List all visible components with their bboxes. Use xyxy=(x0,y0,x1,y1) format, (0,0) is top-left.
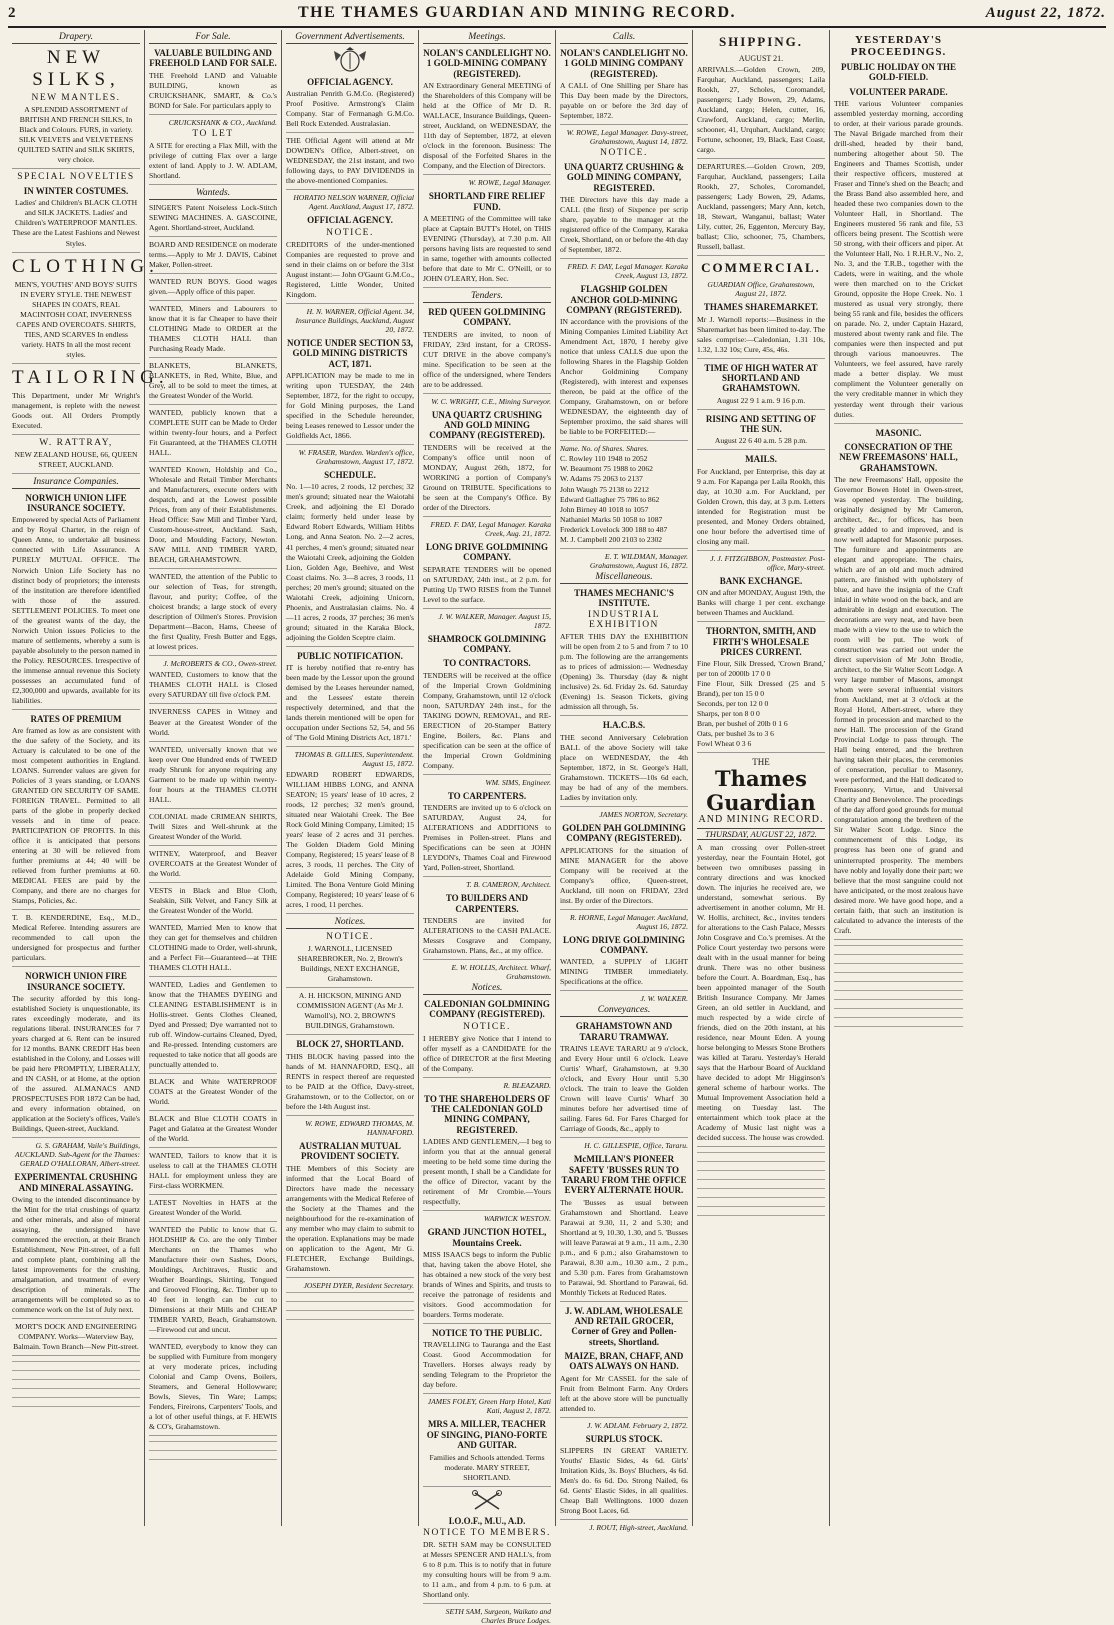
column-2 xyxy=(145,30,282,1526)
norton-signature: JAMES NORTON, Secretary. xyxy=(599,809,688,819)
section-header-miscellaneous: Miscellaneous. xyxy=(560,572,688,584)
ioof-notice: NOTICE TO MEMBERS. xyxy=(423,1527,551,1538)
text-filler xyxy=(697,1150,825,1155)
official-agency-title-2: OFFICIAL AGENCY. xyxy=(307,215,393,226)
section-header-wanteds: Wanteds. xyxy=(149,188,277,200)
institute-title: THAMES MECHANIC'S INSTITUTE. xyxy=(574,587,674,608)
price-row: Sharps, per ton 8 0 0 xyxy=(697,709,760,719)
rattray-address: NEW ZEALAND HOUSE, 66, QUEEN STREET, AUCKLAND. xyxy=(12,450,140,474)
morts-dock-signature: MORT'S DOCK AND ENGINEERING COMPANY. Works—Waterview Bay, Balmain. Town Branch—New Pitt-street. xyxy=(12,1322,140,1356)
price-row: Fine Flour, Silk Dressed, 'Crown Brand,' per ton of 2000lb 17 0 0 xyxy=(697,659,825,679)
forfeit-row: John Birney 40 1018 to 1057 xyxy=(560,504,649,514)
rout-signature: J. ROUT, High-street, Auckland. xyxy=(589,1523,688,1533)
una-call-body: THE Directors have this day made a CALL (the first) of Sixpence per scrip share, payable to the manager at the registered office of the Company, Karaka Creek, Shortland, on or before the 4th day of September, 1872. xyxy=(560,195,688,259)
fire-relief-body: A MEETING of the Committee will take place at Captain BUTT's Hotel, on THIS EVENING (Thursday), at 7.30 p.m. All persons having lists are requested to send in same, together with amounts collected before that date to Mr C. O'Neill, or to JOHN O'LEARY, Hon. Sec. xyxy=(423,214,551,288)
medical-referee: T. B. KENDERDINE, Esq., M.D., Medical Referee. Intending assurers are recommended to call upon the undersigned for prospectus and further particulars. xyxy=(12,913,140,967)
slippers-body: SLIPPERS IN GREAT VARIETY. Youths' Elastic Sides, 4s 6d. Girls' Imitation Kids, 3s. Boys' Bluchers, 4s 6d. Men's do. 6s 6d. Do. Strong Nailed, 6s 6d. Gents' Elastic Sides, in all qualities. Cheap Ball Wellingtons. 1000 dozen Strong Boot Laces, 6d. xyxy=(560,1446,688,1520)
timber-ad: WANTED Known, Holdship and Co., Wholesale and Retail Timber Merchants and Manufacturers, execute orders with despatch, and at the Lowest possible Prices, from any of their Establishments. Head Office: Saw Mill and Timber Yard, Custom-house-street, Auckland. Sash, Door, and Moulding Factory, Newton. SAW MILL AND TIMBER YARD, BEACH, GRAHAMSTOWN. xyxy=(149,465,277,569)
grand-junction-body: MISS ISAACS begs to inform the Public that, having taken the above Hotel, she has obtained a new stock of the very best brands of Wines and Spirits, and trusts to receive the patronage of residents and visitors. Good accommodation for boarders. Terms moderate. xyxy=(423,1250,551,1324)
blankets-ad: BLANKETS, BLANKETS, BLANKETS, in Red, White, Blue, and Grey, all to be sold to meet the times, at the Greatest Wonder of the World. xyxy=(149,361,277,405)
premium-title: RATES OF PREMIUM xyxy=(30,713,122,724)
text-filler xyxy=(697,1195,825,1200)
consecration-title: CONSECRATION OF THE NEW FREEMASONS' HALL, GRAHAMSTOWN. xyxy=(839,441,958,473)
notice-public-body: TRAVELLING to Tauranga and the East Coast. Good Accommodation for Travellers. Horses always ready by sending Telegram to the Proprietor the day before. xyxy=(423,1340,551,1394)
forfeit-table-header: Name. No. of Shares. Shares. xyxy=(560,444,649,454)
text-filler xyxy=(834,997,963,1002)
column-6 xyxy=(693,30,830,1526)
surplus-title: SURPLUS STOCK. xyxy=(585,1433,663,1444)
una-tender-title: UNA QUARTZ CRUSHING AND GOLD MINING COMPANY (REGISTERED). xyxy=(429,409,545,441)
builders-body: TENDERS are invited for ALTERATIONS to the CASH PALACE. Messrs Cosgrave and Company, Grahamstown. Plans, &c., at my office. xyxy=(423,916,551,960)
hickson-body: A. H. HICKSON, MINING AND COMMISSION AGENT (As Mr J. Warnoll's), NO. 2, BROWN'S BUILDINGS, Grahamstown. xyxy=(286,991,414,1035)
sale-body: THE Freehold LAND and Valuable BUILDING, known as CRUICKSHANK, SMART, & Co.'s BOND for Sale. For particulars apply to xyxy=(149,71,277,115)
text-filler xyxy=(697,1204,825,1209)
leases-list: EDWARD ROBERT EDWARDS, WILLIAM HIBBS LONG, and ANNA SEATON; 15 years' lease of 10 acres, 2 roods, 12 perches; 32 men's ground, situated near Waiotahi Creek. The Bee Rock Gold Mining Company, Limited; 15 years' lease of 2 acres and 31 perches. The Golden Diadem Gold Mining Company, Registered; 15 years' lease of 8 acres, 3 roods, 11 perches. The City of Adelaide Gold Mining Company, Limited. The Bona Venture Gold Mining Company, Registered; 10 years' lease of 6 acres, 1 rood, 11 perches. xyxy=(286,770,414,914)
forfeit-row: W. Beaumont 75 1988 to 2062 xyxy=(560,464,653,474)
bleazard-signature: R. BLEAZARD. xyxy=(503,1080,551,1090)
contractors-title: TO CONTRACTORS. xyxy=(443,658,531,669)
builders-title: TO BUILDERS AND CARPENTERS. xyxy=(445,893,529,914)
forfeit-row: Frederick Lovelock 300 188 to 487 xyxy=(560,524,668,534)
blue-cloth-ad: BLACK and Blue CLOTH COATS in Paget and Galatea at the Greatest Wonder of the World. xyxy=(149,1114,277,1148)
miller-title: MRS A. MILLER, TEACHER OF SINGING, PIANO-FORTE AND GUITAR. xyxy=(426,1419,548,1451)
horne-signature: R. HORNE, Legal Manager. Auckland, August 16, 1872. xyxy=(570,912,688,931)
issue-date: August 22, 1872. xyxy=(985,5,1106,21)
price-row: Fowl Wheat 0 3 6 xyxy=(697,739,752,749)
golden-pah-title: GOLDEN PAH GOLDMINING COMPANY (REGISTERED). xyxy=(562,822,686,844)
text-filler xyxy=(12,1395,140,1400)
forfeit-table xyxy=(560,444,688,548)
mails-body: For Auckland, per Enterprise, this day at 9 a.m. For Kapanga per Laila Rookh, this day, at 10.30 a.m. For Auckland, per Golden Crown, this day, at 3 p.m. Letters intended for Registration must be presented, and Money Orders obtained, one hour before the advertised time of closing any mail. xyxy=(697,467,825,551)
arrivals-body: ARRIVALS.—Golden Crown, 209, Farquhar, Auckland, passengers; Laila Rookh, 27, Scholes, Coromandel, passengers; Lady Bowen, 29, Adams, Auckland, cargo; Helen, cutter, 16, Crawford, Auckland, cargo; Merlin, schooner, 41, Urquhart, Auckland, cargo; Fortune, schooner, 19, Black, East Coast, cargo. xyxy=(697,65,825,159)
norwich-fire-body: The security afforded by this long-established Society is unquestionable, its rates exceedingly moderate, and its regulations liberal. INSURANCES for 7 years charged at 6. Rent can be insured for 12 months. BANK CREDIT Has been established in the Colony, and Losses will be paid here PROMPTLY, LIBERALLY, and IN CASH, or at Home, at the option of the assured. ALMANACS AND PROSPECTUSES FOR 1872 Can be had, and every information obtained, on application at the Society's offices, Vaile's Buildings, Queen-street, Auckland. xyxy=(12,994,140,1138)
silks-headline: NEW SILKS, xyxy=(32,47,120,90)
section-header-for-sale: For Sale. xyxy=(149,32,277,44)
nolans-meeting-body: AN Extraordinary General MEETING of the Shareholders of this Company will be held at the Office of Mr D. R. WALLACE, Insurance Buildings, Queen-street, Auckland, on WEDNESDAY, the 11th day of September, 1872, at eleven o'clock in the forenoon. Business: The disposal of the Forfeited Shares in the Company, and the Election of Directors. xyxy=(423,81,551,175)
text-filler xyxy=(12,1359,140,1364)
foley-signature: JAMES FOLEY, Green Harp Hotel, Kati Kati, August 2, 1872. xyxy=(427,1397,551,1416)
text-filler xyxy=(286,1299,414,1304)
mcroberts-signature: J. McROBERTS & CO., Owen-street. xyxy=(163,659,277,669)
column-4 xyxy=(419,30,556,1625)
flagship-body: IN accordance with the provisions of the Mining Companies Limited Liability Act Amendment Act, 1870, I hereby give notice that unless CALLS due upon the following Shares in the Flagship Golden Anchor Goldmining Company (Registered), with interest and expenses thereon, be paid at the office of the Company, Grahamstown, on or before WEDNESDAY, the eighteenth day of September proximo, the said shares will be liable to be FORFEITED:— xyxy=(560,317,688,441)
dyeing-ad: WANTED, Ladies and Gentlemen to know that the THAMES DYEING and CLEANING ESTABLISHMENT is in Hollis-street. Gents Clothes Cleaned, Dyed and Pressed; Dye warranted not to rub off. Window-curtains Cleaned, Dyed, and Re-pressed. Intending customers are requested to take notice that all goods are punctually attended to. xyxy=(149,980,277,1074)
notice-title: NOTICE. xyxy=(326,227,374,238)
sun-row: August 22 6 40 a.m. 5 28 p.m. xyxy=(697,436,825,450)
text-filler xyxy=(697,1168,825,1173)
mantles-subhead: NEW MANTLES. xyxy=(31,93,121,103)
section-header-government: Government Advertisements. xyxy=(286,32,414,44)
price-row: Oats, per bushel 3s to 3 6 xyxy=(697,729,774,739)
nameplate-the: THE xyxy=(752,757,770,768)
una-call-title: UNA QUARTZ CRUSHING & GOLD MINING COMPANY, REGISTERED. xyxy=(564,162,684,193)
ioof-body: DR. SETH SAM may be CONSULTED at Messrs SPENCER AND HALL's, from 6 to 8 p.m. This is to notify that in future my consulting hours will be from 9 a.m. to 11 a.m., and from 4 p.m. to 6 p.m. at Shortland only. xyxy=(423,1540,551,1604)
warnoll-notice-title: NOTICE. xyxy=(326,932,374,943)
waterproof-ad: BLACK and White WATERPROOF COATS at the Greatest Wonder of the World. xyxy=(149,1077,277,1111)
rowe-signature: W. ROWE, Legal Manager. xyxy=(468,178,551,188)
holiday-title: PUBLIC HOLIDAY ON THE GOLD-FIELD. xyxy=(841,62,956,83)
masthead xyxy=(8,4,1106,28)
nolans-meeting-title: NOLAN'S CANDLELIGHT NO. 1 GOLD-MINING COMPANY (REGISTERED). xyxy=(423,48,551,79)
public-notification-body: IT is hereby notified that re-entry has been made by the Lessor upon the ground demised by the Leases hereunder named, and the Lessees' estate therein respectively determined, and that the lands therein mentioned will be open for occupation under Sections 52, 54, and 56 of 'The Gold Mining Districts Act, 1871.' xyxy=(286,663,414,747)
candlelight-call-title: NOLAN'S CANDLELIGHT NO. 1 GOLD MINING COMPANY (REGISTERED). xyxy=(560,48,688,79)
departures-body: DEPARTURES.—Golden Crown, 209, Farquhar, Auckland, passengers; Laila Rookh, 27, Scholes, Coromandel, passengers; Lady Bowen, 29, Adams, Auckland, passengers; Mary Ann, ketch, 18, Stewart, Wanganui, ballast; Water Lily, cutter, 26, Eggenton, Mercury Bay, ballast; Clio, schooner, 75, Chambers, Russell, ballast. xyxy=(697,162,825,256)
warnoll-body: J. WARNOLL, LICENSED SHAREBROKER, No. 2, Brown's Buildings, NEXT EXCHANGE, Grahamstown. xyxy=(286,944,414,988)
schedule-title: SCHEDULE. xyxy=(324,470,376,481)
norwich-life-body: Empowered by special Acts of Parliament and by Royal Charter, in the reign of Queen Anne, to undertake all business connected with Life Assurance. A PURELY MUTUAL OFFICE. The Norwich Union Life Society has no distinct body of proprietors; the interests of the institution are therefore identified with those of the assured. SETTLEMENT POLICIES. To meet one of the greatest wants of the day, the Norwich Union issues Policies to the mature of settlements, whereby a sum is payable absolutely to the person named in the Policy. RESOURCES. Irrespective of the immense annual revenue this Society possesses an accumulated fund of £2,300,000 and upwards, available for its liabilities. xyxy=(12,515,140,709)
tailoring-headline: TAILORING. xyxy=(12,366,169,388)
shareholders-body: LADIES AND GENTLEMEN,—I beg to inform you that at the annual general meeting to be held some time during the present month, I shall be a Candidate for the office of Director, vacant by the retirement of Mr Crombie.—Yours respectfully, xyxy=(423,1137,551,1211)
prices-table xyxy=(697,659,825,753)
forfeit-row: John Waugh 75 2138 to 2212 xyxy=(560,484,649,494)
caledonian-body: I HEREBY give Notice that I intend to offer myself as a CANDIDATE for the office of DIRECTOR at the first Meeting of the Company. xyxy=(423,1034,551,1078)
text-filler xyxy=(697,1159,825,1164)
column-5 xyxy=(556,30,693,1533)
creditors-body: CREDITORS of the under-mentioned Companies are requested to prove and send in their claims on or before the 31st August instant:— John O'Gaunt G.M.Co., Registered, Little Wonder, United Kingdom. xyxy=(286,240,414,304)
price-row: Seconds, per ton 12 0 0 xyxy=(697,699,769,709)
norwich-fire-title: NORWICH UNION FIRE INSURANCE SOCIETY. xyxy=(25,971,127,992)
gillies-signature: THOMAS B. GILLIES, Superintendent. August 15, 1872. xyxy=(294,750,414,769)
leader-date: THURSDAY, AUGUST 22, 1872. xyxy=(697,828,825,840)
crimean-ad: COLONIAL made CRIMEAN SHIRTS, Twill Sizes and Well-shrunk at the Greatest Wonder of the World. xyxy=(149,812,277,846)
miller-body: Families and Schools attended. Terms moderate. MARY STREET, SHORTLAND. xyxy=(423,1453,551,1487)
text-filler xyxy=(149,1448,277,1453)
fitzgibbon-signature: J. J. FITZGIBBON, Postmaster. Post-office, Mary-street. xyxy=(710,553,825,572)
volunteer-title: VOLUNTEER PARADE. xyxy=(849,86,948,97)
text-filler xyxy=(286,1317,414,1322)
text-filler xyxy=(697,1186,825,1191)
sam-signature: SETH SAM, Surgeon, Waikato and Charles Bruce Lodges. xyxy=(445,1607,551,1625)
flagship-title: FLAGSHIP GOLDEN ANCHOR GOLD-MINING COMPANY (REGISTERED). xyxy=(566,284,682,315)
agency-list: Australian Penrith G.M.Co. (Registered) Proof Positive. Armstrong's Claim Company. Star of Fermanagh G.M.Co. Bell Rock Extended. Australasian. xyxy=(286,89,414,133)
masonic-title: MASONIC. xyxy=(875,427,922,438)
novelties-subtitle: IN WINTER COSTUMES. xyxy=(23,186,129,197)
text-filler xyxy=(697,1177,825,1182)
maize-body: Agent for Mr CASSEL for the sale of Fruit from Belmont Farm. Any Orders left at the above store will be punctually attended to. xyxy=(560,1374,688,1418)
married-men-ad: WANTED, Married Men to know that they can get for themselves and children CLOTHING made to Order, well-shrunk, and a Perfect Fit—Guaranteed—at THE THAMES CLOTH HALL. xyxy=(149,923,277,977)
mails-title: MAILS. xyxy=(745,454,777,465)
shamrock-title: SHAMROCK GOLDMINING COMPANY. xyxy=(427,633,547,654)
high-water-row: August 22 9 1 a.m. 9 16 p.m. xyxy=(697,396,825,410)
columns xyxy=(8,30,1106,1625)
red-queen-body: TENDERS are invited, to noon of FRIDAY, 23rd instant, for a CROSS-CUT DRIVE in the above company's mine. Specification to be seen at the office of the undersigned, where Tenders are to be addressed. xyxy=(423,330,551,394)
nameplate-subtitle: AND MINING RECORD. xyxy=(698,813,824,825)
dyer-signature: JOSEPH DYER, Resident Secretary. xyxy=(303,1280,414,1290)
fire-relief-title: SHORTLAND FIRE RELIEF FUND. xyxy=(428,191,546,212)
text-filler xyxy=(834,943,963,948)
graham-signature: G. S. GRAHAM, Vaile's Buildings, AUCKLAND. Sub-Agent for the Thames: GERALD O'HALLORAN, Albert-street. xyxy=(14,1141,140,1169)
hacbs-body: THE second Anniversary Celebration BALL of the above Society will take place on WEDNESDAY, the 4th September, 1872, in St. George's Hall, Grahamstown. TICKETS—10s 6d each, may be had of any of the members. Ladies by invitation only. xyxy=(560,733,688,807)
wildman-signature: E. T. WILDMAN, Manager. Grahamstown, August 16, 1872. xyxy=(589,551,688,570)
candlelight-call-body: A CALL of One Shilling per Share has This Day been made by the Directors, payable on or before the 3rd day of September, 1872. xyxy=(560,81,688,125)
long-drive-timber-body: WANTED, a SUPPLY of LIGHT MINING TIMBER immediately. Specifications at the office. xyxy=(560,957,688,991)
wright-signature: W. C. WRIGHT, C.E., Mining Surveyor. xyxy=(431,396,551,406)
text-filler xyxy=(834,1015,963,1020)
to-let-title: TO LET xyxy=(192,128,234,139)
walker-timber-signature: J. W. WALKER. xyxy=(640,994,688,1004)
text-filler xyxy=(834,979,963,984)
text-filler xyxy=(12,1386,140,1391)
forfeit-row: M. J. Campbell 200 2103 to 2302 xyxy=(560,534,663,544)
mcmillan-title: McMILLAN'S PIONEER SAFETY 'BUSSES RUN TO TARARU FROM THE OFFICE EVERY ALTERNATE HOUR. xyxy=(561,1154,687,1196)
tweed-ad: WANTED, universally known that we keep over One Hundred ends of TWEED ready Shrunk for anyone requiring any Garment to be made up within twenty-four hours at the THAMES CLOTH HALL. xyxy=(149,745,277,809)
tailors-ad: WANTED, Tailors to know that it is useless to call at the THAMES CLOTH HALL for employment unless they are First-class WORKMEN. xyxy=(149,1151,277,1195)
assaying-body: Owing to the intended discontinuance by the Mint for the trial crushings of quartz and other minerals, and also of mineral assaying, the undersigned have commenced the erection, at their Branch Establishment, New Pitt-street, of a full and complete plant, combining all the latest improvements for the crushing, amalgamation, and treatment of every description of minerals. The arrangements will be completed so as to commence work on the 1st of July next. xyxy=(12,1195,140,1319)
contractors-body: TENDERS will be received at the office of the Imperial Crown Goldmining Company, Grahamstown, until 12 o'clock noon, SATURDAY 24th inst., for the TAKING DOWN, REMOVAL, and RE-ERECTION of 20-Stamper Battery Engine, Boilers, &c. Plans and specification can be seen at the office of the Imperial Crown Goldmining Company. xyxy=(423,671,551,775)
section-header-tenders: Tenders. xyxy=(423,291,551,303)
shipping-title: SHIPPING. xyxy=(718,34,804,49)
norwich-life-title: NORWICH UNION LIFE INSURANCE SOCIETY. xyxy=(25,492,127,514)
carpenters-body: TENDERS are invited up to 6 o'clock on SATURDAY, August 24, for ALTERATIONS and ADDITIONS to Premises in Pollen-street. Plans and Specifications can be seen at JOHN LEYDON's, Thames Coal and Firewood Yard, Pollen-street, Shortland. xyxy=(423,803,551,877)
section-header-conveyances: Conveyances. xyxy=(560,1005,688,1017)
holdship-ad: WANTED the Public to know that G. HOLDSHIP & Co. are the only Timber Merchants on the Thames who Manufacture their own Sashes, Doors, Mouldings, Architraves, Rustic and Weather Boardings, Skirting, Tongued and Grooved Flooring, &c. Timber up to 40 feet in length can be cut to Dimensions at their Mills and CHEAP TIMBER YARD, Beach, Grahamstown.—Firewood cut and uncut. xyxy=(149,1225,277,1339)
singer-ad: SINGER'S Patent Noiseless Lock-Stitch SEWING MACHINES. A. GASCOINE, Agent. Shortland-street, Auckland. xyxy=(149,203,277,237)
long-drive-tender-body: SEPARATE TENDERS will be opened on SATURDAY, 24th inst., at 2 p.m. for Putting Up TWO RISES from the Tunnel Level to the surface. xyxy=(423,565,551,609)
clothing-body: MEN'S, YOUTHS' AND BOYS' SUITS IN EVERY STYLE. THE NEWEST SHAPES IN COATS, REAL MACINTOSH COAT, INVERNESS CAPES AND OVERCOATS. SHIRTS, TIES, AND SCARVES In endless variety. HATS In all the most recent styles. xyxy=(12,280,140,364)
column-7 xyxy=(830,30,967,1526)
gillespie-signature: H. C. GILLESPIE, Office, Tararu. xyxy=(584,1141,688,1151)
tramway-body: TRAINS LEAVE TARARU at 9 o'clock, and Every Hour until 6 o'clock. Leave Curtis' Wharf, Grahamstown, at 9.30 o'clock, and Every Hour until 5.30 o'clock. The train to leave the Golden Crown will leave Curtis' Wharf 30 minutes before her advertised time of sailing. Fares 6d. For Fares Charged for Carriage of Goods, &c., apply to xyxy=(560,1044,688,1138)
hollis-signature: E. W. HOLLIS, Architect. Wharf, Grahamstown. xyxy=(451,963,551,982)
crossed-keys-icon xyxy=(423,1490,551,1512)
text-filler xyxy=(834,961,963,966)
tramway-title: GRAHAMSTOWN AND TARARU TRAMWAY. xyxy=(575,1021,673,1042)
customers-ad: WANTED, Customers to know that the THAMES CLOTH HALL is Closed every SATURDAY till five o'clock P.M. xyxy=(149,670,277,704)
text-filler xyxy=(834,1006,963,1011)
hats-ad: LATEST Novelties in HATS at the Greatest Wonder of the World. xyxy=(149,1198,277,1222)
teas-ad: WANTED, the attention of the Public to our selection of Teas, for strength, flavour, and purity; Coffee, of the choicest brands; a large stock of every description of Oilmen's Stores. Provision Department—Bacon, Hams, Cheese of the first Quality, Fresh Butter and Eggs, at lowest prices. xyxy=(149,572,277,656)
yesterday-title: YESTERDAY'S PROCEEDINGS. xyxy=(850,34,947,58)
arrivals-date: AUGUST 21. xyxy=(738,54,784,63)
exhibition-body: AFTER THIS DAY the EXHIBITION will be open from 2 to 5 and from 7 to 10 p.m. The following are the arrangements as to prices of admission:— Wednesday (Opening) 3s. Thursday (day & night inclusive) 2s. 6d. Friday 2s. 6d. Saturday (Evening) 1s. Season Tickets, giving admission all through, 5s. xyxy=(560,632,688,716)
price-row: Bran, per bushel of 20lb 0 1 6 xyxy=(697,719,788,729)
vests-ad: VESTS in Black and Blue Cloth, Sealskin, Silk Velvet, and Fancy Silk at the Greatest Wonder of the World. xyxy=(149,886,277,920)
agency-body: THE Official Agent will attend at Mr DOWDEN's Office, Albert-street, on WEDNESDAY, the 21st instant, and two following days, to PAY DIVIDENDS in the above-mentioned Companies. xyxy=(286,136,414,190)
provident-title: AUSTRALIAN MUTUAL PROVIDENT SOCIETY. xyxy=(299,1140,401,1162)
mcmillan-body: The 'Busses as usual between Grahamstown and Shortland. Leave Parawai at 9.30, 11, 2 and 5.30; and Shortland at 9, 10.30, 1.30, and 5. 'Busses will leave Parawai at 9 a.m., 11 a.m., 2.30 p.m., and 6 p.m.; also Grahamstown to Parawai, 8.30 a.m., 10.30 a.m., 2 p.m., and 5.30 p.m. Fares from Grahamstown to Parawai, 9d. Shortland to Parawai, 6d. Monthly Tickets at Reduced Rates. xyxy=(560,1198,688,1302)
weston-signature: WARWICK WESTON. xyxy=(483,1214,551,1224)
suit-ad: WANTED, publicly known that a COMPLETE SUIT can be Made to Order within twenty-four hours, and a Perfect Fit Guaranteed, at the THAMES CLOTH HALL. xyxy=(149,408,277,462)
section-header-drapery: Drapery. xyxy=(12,32,140,44)
long-drive-tender-title: LONG DRIVE GOLDMINING COMPANY. xyxy=(425,541,548,563)
commercial-title: COMMERCIAL. xyxy=(701,260,821,276)
newspaper-title: THE THAMES GUARDIAN AND MINING RECORD. xyxy=(297,4,737,21)
masonic-body: The new Freemasons' Hall, opposite the Governor Bowen Hotel in Owen-street, was opened yesterday. The building, originally designed by Mr Cameron, architect, &c., for offices, has been greatly added to and improved, and is now well adapted for Masonic purposes. The furniture and appointments are elegant and appropriate. The chairs, which are of an old and much admired pattern, are finished with upholstery of blue, and have the insignia of the Craft inlaid in white wood on the back, and are admirable in design and execution. The decorations are very neat, and have been made with a view to the use to which the room will be put. The work of construction was carried out under the direct supervision of Mr John Brodie, architect, to the Sir Walter Scott Lodge. A very large number of Masons, amongst whom were several influential visitors from Auckland, met at 3 o'clock at the Royal Hotel, Albert-street, where they formed in procession and marched to the new Hall. The procession of the Grand Provincial Lodge to pass through. The Hall being entered, and the brethren having taken their places, the ceremonies of consecration, peculiar to Masonry, were performed, and the Hall dedicated to Freemasonry, Virtue, and Universal Charity and Benevolence. The procedings of the day afford good grounds for mutual congratulation among the brethren of the Sir Walter Scott Lodge. Since the commencement of this Lodge, its progress has been one of grand and uninterrupted prosperity. The members have nobly and loyally done their part; we believe that the most sanguine could not have anticipated, or the most zealous have desired more. We have good hope, and a certain faith, that such an institution is calculated to advance the interests of the Craft. xyxy=(834,475,963,940)
column-1 xyxy=(8,30,169,1526)
novelties-body: Ladies' and Children's BLACK CLOTH and SILK JACKETS. Ladies' and Children's WATERPROOF MANTLES. These are the Latest Fashions and Newest Styles. xyxy=(12,198,140,252)
volunteer-body: THE various Volunteer companies assembled yesterday morning, according to order, at their various parade grounds. The Naval Brigade marched from their drill-shed, headed by their band, numbering altogether about 50. The Engineers and Thames Scottish, under their respective officers, mustered at Fraser and Tinne's shed on the Beach; and the Brass Band also assembled here, and headed these two companies down to the Volunteer Hall, in Shortland. The Engineers mustered 56 rank and file, 53 officers being present. The Scottish were 50 strong, with their officers and piper. At the Volunteer Hall, No. 1 R.H.R.V., No. 2, No. 3, and the T.R.B., together with the Cadets, were in waiting, and the whole were then marched on to the Cricket Ground, opposite the Hope Creek. No. 1 mustered as usual very strongly, there being 55 rank and file, besides the officers on parade. No. 2, under Captain Hazard, mustered about twenty rank and file. The companies were then inspected and put through various manoeuvres. The Volunteers, we feel assured, have rarely made a better display. We must compliment the Volunteer generally on the very creditable manner in which they yesterday went through their various duties. xyxy=(834,99,963,424)
novelties-title: SPECIAL NOVELTIES xyxy=(17,172,135,183)
text-filler xyxy=(834,1024,963,1029)
price-row: Fine Flour, Silk Dressed (25 and 5 Brand), per ton 15 0 0 xyxy=(697,679,825,699)
fraser-signature: W. FRASER, Warden. Warden's office, Grahamstown, August 17, 1872. xyxy=(298,448,414,467)
forfeit-row: W. Adams 75 2063 to 2137 xyxy=(560,474,643,484)
notice-public-title: NOTICE TO THE PUBLIC. xyxy=(431,1328,543,1339)
text-filler xyxy=(12,1404,140,1409)
column-3 xyxy=(282,30,419,1526)
shareholders-title: TO THE SHAREHOLDERS OF THE CALEDONIAN GOLD MINING COMPANY, REGISTERED. xyxy=(424,1093,550,1135)
official-agency-title: OFFICIAL AGENCY. xyxy=(307,77,393,87)
silks-ad-body: A SPLENDID ASSORTMENT of BRITISH AND FRENCH SILKS, In Black and Colours. FURS, in variety. SILK VELVETS and VELVETEENS QUILTED SATIN and SILK SKIRTS, very choice. xyxy=(12,105,140,169)
provident-body: THE Members of this Society are informed that the Local Board of Directors have made the necessary arrangements with the Medical Referee of the Society at the Thames and the neighbourhood for the re-examination of any member who may claim to submit to the operation. Explanations may be made on application to the Agent, Mr G. FLETCHER, Exchange Buildings, Grahamstown. xyxy=(286,1164,414,1278)
premium-body: Are framed as low as are consistent with the due safety of the Society, and its Actuary is calculated to be one of the most competent authorities in England. LOANS. Surrender values are given for Policies of 3 years standing, or LOANS GRANTED ON SECURITY OF SAME. FOREIGN TRAVEL. Permitted to all parts of the globe in properly decked vessels and in time of peace. PARTICIPATION OF PROFITS. In this office it is anticipated that persons entering at 30 will be relieved from further premiums at 44; 40 will be relieved from further premiums at 60. MEDICAL FEES are paid by the Company, and there are no charges for Stamps, Policies, &c. xyxy=(12,726,140,910)
caledonian-title: CALEDONIAN GOLDMINING COMPANY (REGISTERED). xyxy=(424,999,550,1020)
section-header-calls: Calls. xyxy=(560,32,688,44)
red-queen-title: RED QUEEN GOLDMINING COMPANY. xyxy=(428,306,546,328)
caledonian-notice: NOTICE. xyxy=(463,1021,511,1032)
carpenters-title: TO CARPENTERS. xyxy=(447,790,527,801)
walker-signature: J. W. WALKER, Manager. August 15, 1872. xyxy=(438,611,551,630)
hacbs-title: H.A.C.B.S. xyxy=(602,720,646,731)
una-tender-body: TENDERS will be received at the Company's office until noon of MONDAY, August 26th, 1872, for WORKING a portion of Company's Ground on TRIBUTE. Specifications to be seen at the Company's Office. By order of the Directors. xyxy=(423,443,551,517)
public-notification-title: PUBLIC NOTIFICATION. xyxy=(297,650,403,661)
bank-exchange-body: ON and after MONDAY, August 19th, the Banks will charge 1 per cent. exchange between Thames and Auckland. xyxy=(697,588,825,622)
high-water-title: TIME OF HIGH WATER AT SHORTLAND AND GRAHAMSTOWN. xyxy=(704,362,818,394)
adlam-title: J. W. ADLAM, WHOLESALE AND RETAIL GROCER, Corner of Grey and Pollen-streets, Shortland. xyxy=(565,1305,683,1347)
sims-signature: WM. SIMS, Engineer. xyxy=(485,777,551,787)
block-27-signature: W. ROWE, EDWARD THOMAS, M. HANNAFORD. xyxy=(305,1118,414,1137)
text-filler xyxy=(697,1213,825,1218)
warner-signature: HORATIO NELSON WARNER, Official Agent. Auckland, August 17, 1872. xyxy=(293,193,414,212)
rowe-call-signature: W. ROWE, Legal Manager. Davy-street, Grahamstown, August 14, 1872. xyxy=(566,128,688,147)
section-header-notices: Notices. xyxy=(286,917,414,929)
miners-ad: WANTED, Miners and Labourers to know that it is far Cheaper to have their CLOTHING Made to ORDER at the THAMES CLOTH HALL than Purchasing Ready Made. xyxy=(149,304,277,358)
bank-exchange-title: BANK EXCHANGE. xyxy=(719,575,803,586)
ironmongery-ad: WANTED, everybody to know they can be supplied with Furniture from mongery at very moderate prices, including Colonial and Camp Ovens, Boilers, Steamers, and General Hollowware; Bowls, Sieves, Tin Ware; Lamps; Fenders, Fireirons, Carpenters' Tools, and a lot of other useful things, at F. HEWIS & CO's, Grahamstown. xyxy=(149,1342,277,1436)
sharemarket-title: THAMES SHAREMARKET. xyxy=(703,302,819,313)
schedule-body: No. 1—10 acres, 2 roods, 12 perches; 32 men's ground; situated near the Waiotahi Creek, and adjoining the El Dorado claim; formerly held under lease by Edward Robert Edwards, William Hibbs Long, and Anna Seaton. No. 2—2 acres, 41 perches, 4 men's ground; situated near the Waiotahi Creek, adjoining the Golden Lion, Golden Age, Beehive, and West Coast claims. No. 3—8 acres, 3 roods, 11 perches; 20 men's ground; situated on the Waiotahi Creek, adjoining Unicorn, Phoenix, and Australasian claims. No. 4—11 acres, 2 roods, 37 perches; 36 men's ground; situated in the Karaka Block, adjoining the Golden Sceptre claim. xyxy=(286,482,414,646)
exhibition-title: INDUSTRIAL EXHIBITION xyxy=(588,610,660,631)
text-filler xyxy=(149,1439,277,1444)
local-news-body: A man crossing over Pollen-street yesterday, near the Fountain Hotel, got between two omnibuses passing in contrary directions and was knocked down. The injuries he received are, we understand, somewhat serious. By advertisement in another column, Mr H. W. Hollis, architect, &c., invites tenders for alterations to the Cash Palace, Messrs John Cosgrave and Co.'s premises. At the Police Court yesterday two persons were dealt with in the usual manner for being drunk. There was no other business before the Court. A. Boardman, Esq., has been appointed manager of the South British Insurance Company. Mr James Green, an old settler in Auckland, and much respected by a wide circle of friends, died on the 20th instant, at his residence, near Mount Eden. A young horse belonging to Messrs Stone Brothers was killed at Tararu. Yesterday's Herald says that the Harbour Board of Auckland have decided to adopt Mr Higginson's general scheme of harbour works. The Mutual Improvement Association held a meeting on Tuesday last. The entertainment which took place at the Academy of Music last night was a decided success. The house was crowded. xyxy=(697,843,825,1147)
forfeit-row: Edward Gallagher 75 786 to 862 xyxy=(560,494,660,504)
text-filler xyxy=(149,1457,277,1462)
prices-current-title: THORNTON, SMITH, AND FIRTH'S WHOLESALE PRICES CURRENT. xyxy=(705,626,817,657)
day-signature: FRED. F. DAY, Legal Manager. Karaka Creek, Aug. 21, 1872. xyxy=(430,519,551,538)
sale-title: VALUABLE BUILDING AND FREEHOLD LAND FOR SALE. xyxy=(149,48,277,69)
una-call-signature: FRED. F. DAY, Legal Manager. Karaka Creek, August 13, 1872. xyxy=(567,262,688,281)
page-number: 2 xyxy=(8,5,17,21)
section-53-title: NOTICE UNDER SECTION 53, GOLD MINING DISTRICTS ACT, 1871. xyxy=(286,337,414,369)
nameplate-title: Thames Guardian xyxy=(706,766,816,815)
tailoring-body: This Department, under Mr Wright's management, is replete with the newest Goods out. All Orders Promptly Executed. xyxy=(12,391,140,435)
to-let-body: A SITE for erecting a Flax Mill, with the privilege of cutting Flax over a large extent of land. Apply to J. W. ADLAM, Shortland. xyxy=(149,141,277,185)
grand-junction-title: GRAND JUNCTION HOTEL, Mountains Creek. xyxy=(427,1227,547,1248)
cruickshank-signature: CRUICKSHANK & CO., Auckland. xyxy=(168,117,277,127)
forfeit-row: C. Rowley 110 1948 to 2052 xyxy=(560,454,648,464)
forfeit-row: Nathaniel Marks 50 1058 to 1087 xyxy=(560,514,663,524)
board-ad: BOARD AND RESIDENCE on moderate terms.—Apply to Mr J. DAVIS, Cabinet Maker, Pollen-street. xyxy=(149,240,277,274)
block-27-title: BLOCK 27, SHORTLAND. xyxy=(296,1039,404,1050)
run-boys-ad: WANTED RUN BOYS. Good wages given.—Apply office of this paper. xyxy=(149,277,277,301)
clothing-headline: CLOTHING. xyxy=(12,255,159,277)
ioof-title: I.O.O.F., M.U., A.D. xyxy=(448,1515,526,1526)
assaying-title: EXPERIMENTAL CRUSHING AND MINERAL ASSAYING. xyxy=(14,1172,138,1193)
text-filler xyxy=(834,970,963,975)
text-filler xyxy=(286,1290,414,1295)
una-notice: NOTICE. xyxy=(600,148,648,159)
adlam-signature: J. W. ADLAM. February 2, 1872. xyxy=(587,1420,688,1430)
maize-title: MAIZE, BRAN, CHAFF, AND OATS ALWAYS ON HAND. xyxy=(564,1351,684,1372)
royal-crest-icon xyxy=(286,47,414,73)
cameron-signature: T. B. CAMERON, Architect. xyxy=(466,880,551,890)
rattray-name: W. RATTRAY, xyxy=(39,437,113,448)
section-header-meetings: Meetings. xyxy=(423,32,551,44)
creditors-signature: H. N. WARNER, Official Agent. 34, Insurance Buildings, Auckland, August 20, 1872. xyxy=(295,306,414,334)
text-filler xyxy=(834,952,963,957)
commercial-office: GUARDIAN Office, Grahamstown, August 21, 1872. xyxy=(707,280,815,299)
golden-pah-body: APPLICATIONS for the situation of MINE MANAGER for the above Company will be received at the Company's office, Queen-street, Auckland, till noon on FRIDAY, 23rd inst. By order of the Directors. xyxy=(560,846,688,910)
section-header-insurance: Insurance Companies. xyxy=(12,477,140,489)
sharemarket-body: Mr J. Warnoll reports:—Business in the Sharemarket has been limited to-day. The sales comprise:—Caledonian, 1.31 10s, 1.32, 1.32 10s; Cure, 45s, 46s. xyxy=(697,315,825,359)
long-drive-timber-title: LONG DRIVE GOLDMINING COMPANY. xyxy=(562,934,685,955)
text-filler xyxy=(834,988,963,993)
witney-ad: WITNEY, Waterproof, and Beaver OVERCOATS at the Greatest Wonder of the World. xyxy=(149,849,277,883)
inverness-ad: INVERNESS CAPES in Witney and Beaver at the Greatest Wonder of the World. xyxy=(149,707,277,741)
sun-title: RISING AND SETTING OF THE SUN. xyxy=(705,413,817,435)
text-filler xyxy=(12,1368,140,1373)
block-27-body: THIS BLOCK having passed into the hands of M. HANNAFORD, ESQ., all RENTS in respect thereof are requested to be PAID at the Office, Davy-street, Grahamstown, or to the Collector, on or before the 14th August inst. xyxy=(286,1052,414,1116)
section-53-body: APPLICATION may be made to me in writing upon TUESDAY, the 24th September, 1872, for the right to occupy, for Gold Mining purposes, the Land specified in the Schedule hereunder, being Leases renewed to Lessor under the Goldfields Act, 1866. xyxy=(286,371,414,445)
text-filler xyxy=(286,1308,414,1313)
text-filler xyxy=(12,1377,140,1382)
section-header-notices-2: Notices. xyxy=(423,983,551,995)
